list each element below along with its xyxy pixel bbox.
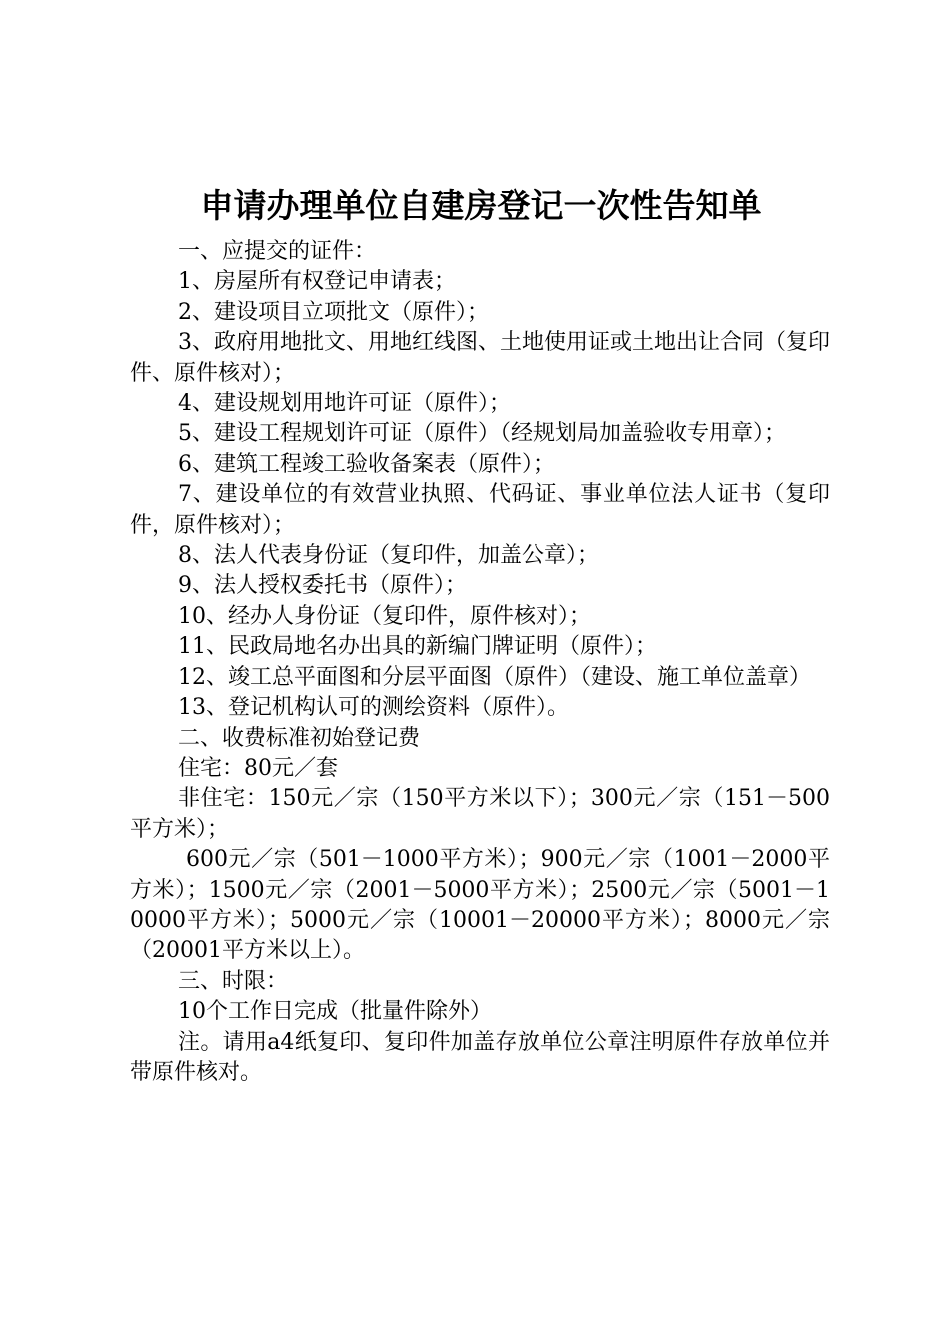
list-item: 12、竣工总平面图和分层平面图（原件）（建设、施工单位盖章） — [178, 664, 811, 690]
list-item: 7、建设单位的有效营业执照、代码证、事业单位法人证书（复印件，原件核对）； — [130, 482, 830, 538]
fee-residential: 住宅：80元／套 — [178, 755, 338, 781]
fee-non-residential: 非住宅：150元／宗（150平方米以下）；300元／宗（151－500平方米）； — [130, 786, 830, 842]
list-item: 6、建筑工程竣工验收备案表（原件）； — [178, 451, 555, 477]
list-item: 10、经办人身份证（复印件，原件核对）； — [178, 603, 591, 629]
list-item: 8、法人代表身份证（复印件，加盖公章）； — [178, 543, 599, 569]
fee-non-residential-tiers: 600元／宗（501－1000平方米）；900元／宗（1001－2000平方米）；1500元／宗（2001－5000平方米）；2500元／宗（5001－10000平方米）；5000元／宗（10001－20000平方米）；8000元／宗（20001平方米以上）。 — [130, 847, 830, 964]
list-item: 1、房屋所有权登记申请表； — [178, 269, 456, 295]
document-body — [130, 237, 830, 1088]
list-item: 4、建设规划用地许可证（原件）； — [178, 391, 511, 417]
list-item: 5、建设工程规划许可证（原件）（经规划局加盖验收专用章）； — [178, 421, 786, 447]
document-title: 申请办理单位自建房登记一次性告知单 — [200, 186, 762, 225]
list-item: 13、登记机构认可的测绘资料（原件）。 — [178, 695, 569, 721]
list-item: 9、法人授权委托书（原件）； — [178, 573, 467, 599]
section-heading-documents: 一、应提交的证件： — [178, 239, 377, 264]
section-heading-fees: 二、收费标准初始登记费 — [178, 725, 421, 751]
list-item: 11、民政局地名办出具的新编门牌证明（原件）； — [178, 634, 657, 660]
list-item: 3、政府用地批文、用地红线图、土地使用证或土地出让合同（复印件、原件核对）； — [130, 330, 830, 386]
time-limit-text: 10个工作日完成（批量件除外） — [178, 999, 492, 1025]
list-item: 2、建设项目立项批文（原件）； — [178, 299, 489, 325]
note-text: 注。请用a4纸复印、复印件加盖存放单位公章注明原件存放单位并带原件核对。 — [130, 1029, 830, 1085]
section-heading-time-limit: 三、时限： — [178, 968, 289, 994]
